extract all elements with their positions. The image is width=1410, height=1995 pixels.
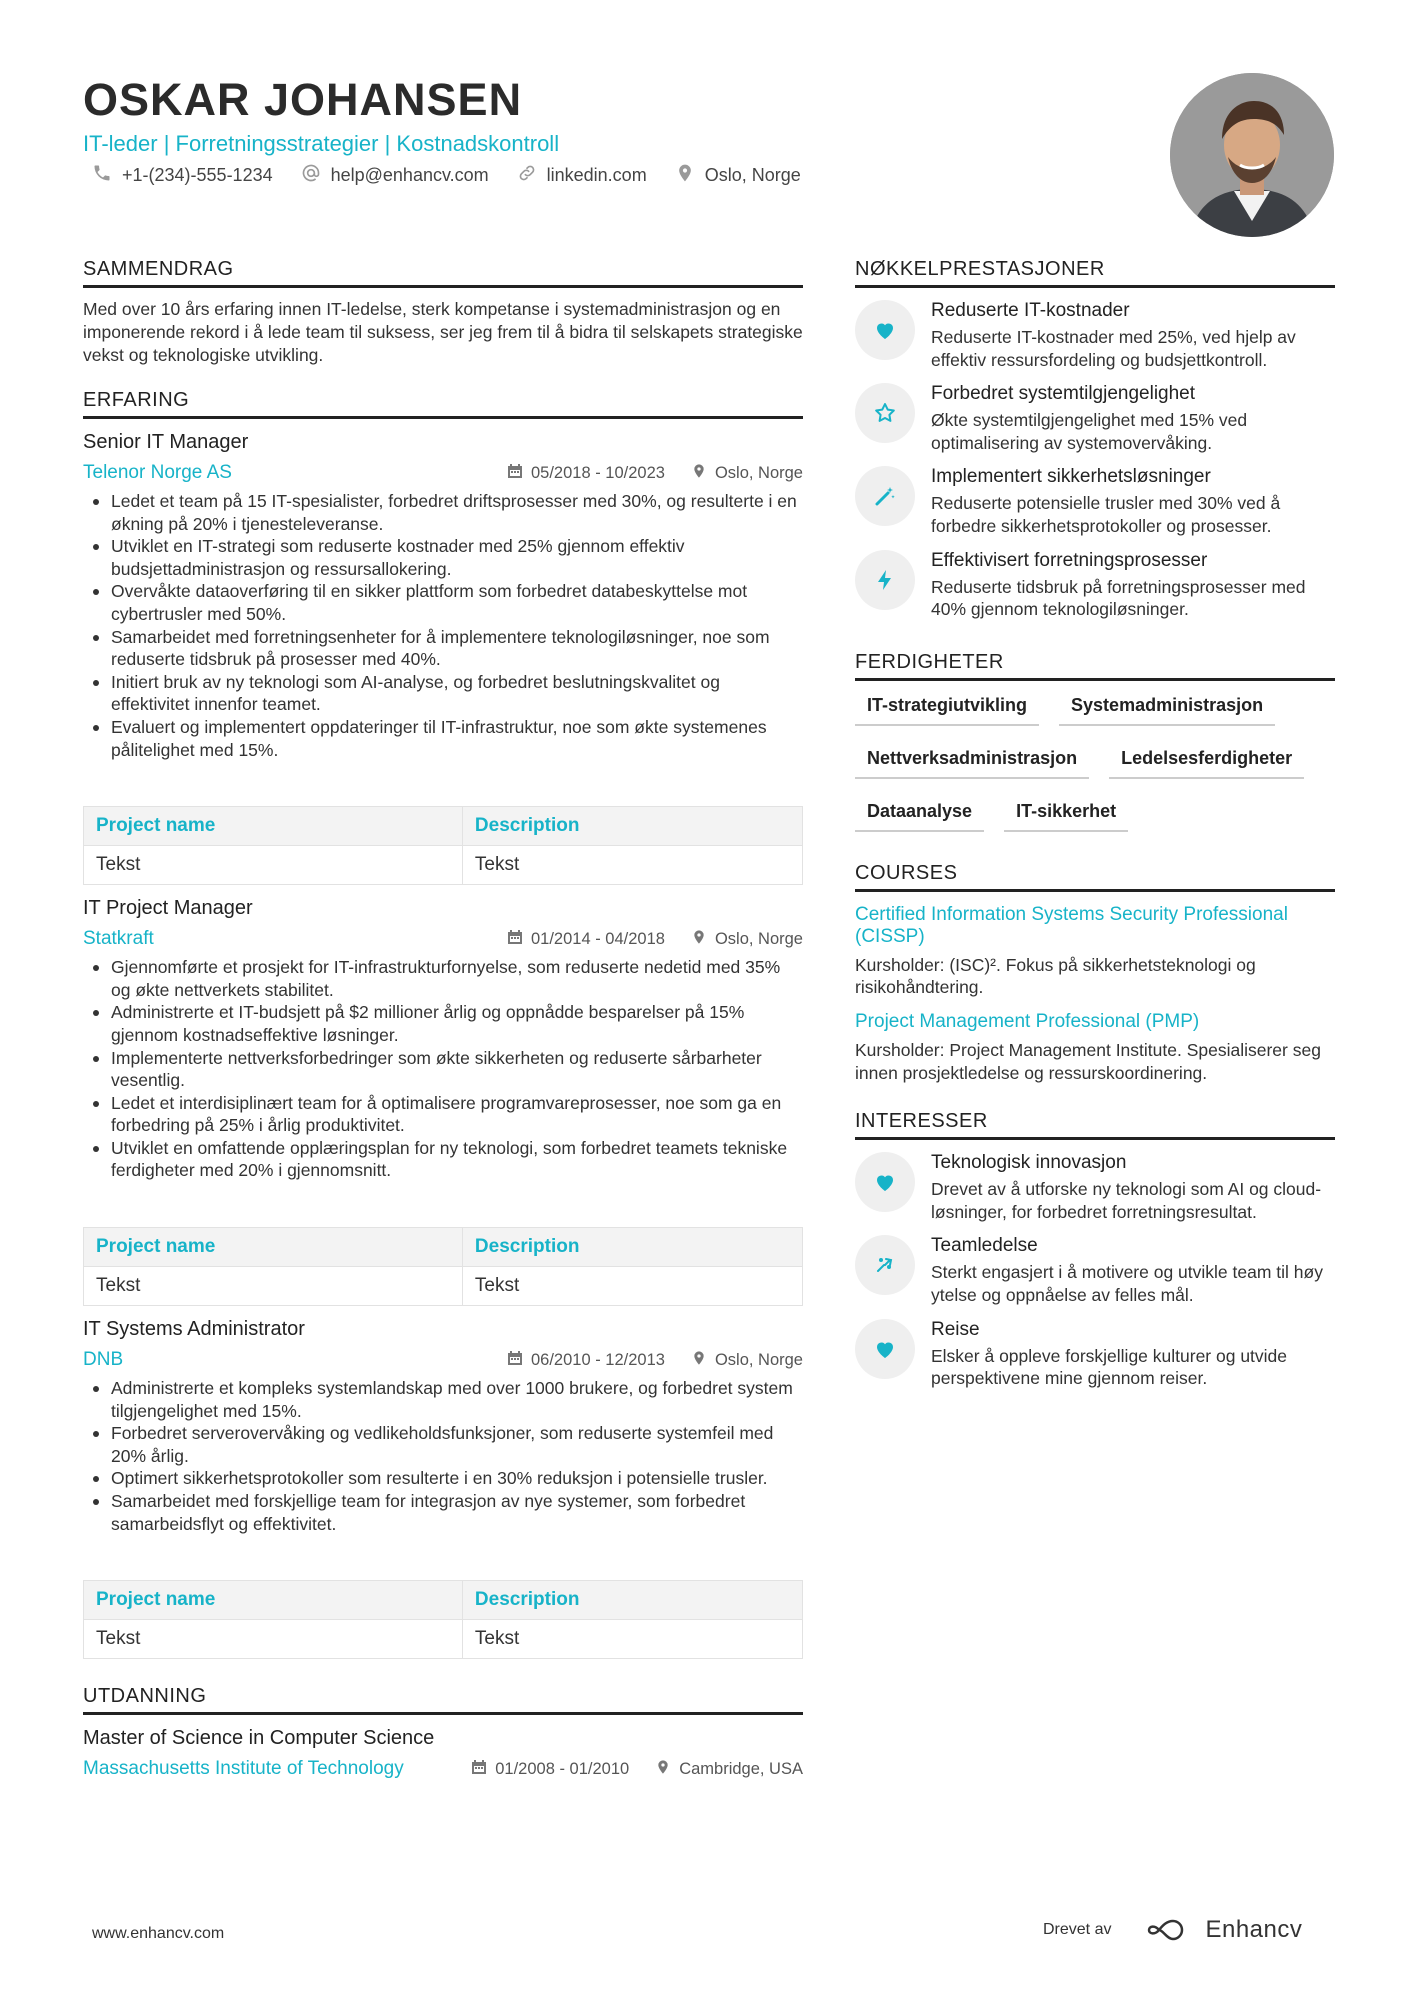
company-name: Telenor Norge AS bbox=[83, 462, 232, 483]
bullet-item: Samarbeidet med forretningsenheter for å implementere teknologiløsninger, noe som reduserte tidsbruk på prosesser med 40%. bbox=[83, 626, 803, 671]
location-icon bbox=[675, 163, 695, 188]
achievements-heading: NØKKELPRESTASJONER bbox=[855, 258, 1335, 288]
job-meta bbox=[83, 462, 803, 484]
linkedin-text: linkedin.com bbox=[546, 165, 647, 185]
company-name: Statkraft bbox=[83, 928, 154, 950]
contact-location bbox=[675, 163, 801, 188]
bullet-item: Forbedret serverovervåking og vedlikeholdsfunksjoner, som reduserte systemfeil med 20% årlig. bbox=[83, 1422, 803, 1467]
interest-item: Teamledelse Sterkt engasjert i å motivere og utvikle team til høy ytelse og oppnåelse av felles mål. bbox=[855, 1235, 1335, 1306]
achievement-item: Reduserte IT-kostnader Reduserte IT-kostnader med 25%, ved hjelp av effektiv ressursfordeling og budsjettkontroll. bbox=[855, 300, 1335, 371]
job-meta bbox=[83, 928, 803, 950]
achievement-item: Implementert sikkerhetsløsninger Reduserte potensielle trusler med 30% ved å forbedre sikkerhetsprotokoller og prosesser. bbox=[855, 466, 1335, 537]
calendar-icon bbox=[471, 1759, 487, 1780]
candidate-name: OSKAR JOHANSEN bbox=[83, 74, 523, 125]
calendar-icon bbox=[507, 1350, 523, 1371]
school-name: Massachusetts Institute of Technology bbox=[83, 1758, 404, 1780]
job-bullets bbox=[83, 956, 803, 1182]
course-item bbox=[855, 904, 1335, 999]
skill-tag: IT-strategiutvikling bbox=[855, 695, 1039, 726]
course-desc: Kursholder: (ISC)². Fokus på sikkerhetsteknologi og risikohåndtering. bbox=[855, 954, 1256, 998]
calendar-icon bbox=[507, 463, 523, 484]
table-header-project: Project name bbox=[84, 807, 463, 846]
bullet-item: Administrerte et kompleks systemlandskap med over 1000 brukere, og forbedret system tilgjengelighet med 15%. bbox=[83, 1377, 803, 1422]
heart-icon bbox=[855, 300, 915, 360]
left-column bbox=[83, 258, 803, 1780]
table-row: Tekst Tekst bbox=[84, 846, 803, 885]
table-row: Tekst Tekst bbox=[84, 1267, 803, 1306]
achievement-item: Forbedret systemtilgjengelighet Økte systemtilgjengelighet med 15% ved optimalisering av systemovervåking. bbox=[855, 383, 1335, 454]
course-item bbox=[855, 1011, 1335, 1084]
course-title: Certified Information Systems Security Professional (CISSP) bbox=[855, 903, 1288, 947]
table-header-description: Description bbox=[462, 1581, 802, 1620]
at-icon bbox=[301, 163, 321, 188]
email-text: help@enhancv.com bbox=[330, 165, 489, 185]
interests-heading: INTERESSER bbox=[855, 1110, 1335, 1140]
interest-item: Teknologisk innovasjon Drevet av å utforske ny teknologi som AI og cloud-løsninger, for forbedret forretningsresultat. bbox=[855, 1152, 1335, 1223]
skill-tag: Nettverksadministrasjon bbox=[855, 748, 1089, 779]
skill-tag: Systemadministrasjon bbox=[1059, 695, 1275, 726]
job-location: Oslo, Norge bbox=[714, 929, 803, 948]
project-table bbox=[83, 1580, 803, 1659]
location-icon bbox=[691, 1350, 707, 1371]
bullet-item: Ledet et team på 15 IT-spesialister, forbedret driftsprosesser med 30%, og resulterte i en økning på 20% i tjenesteleveranse. bbox=[83, 490, 803, 535]
table-header-project: Project name bbox=[84, 1228, 463, 1267]
course-desc: Kursholder: Project Management Institute. Spesialiserer seg innen prosjektledelse og ressurskoordinering. bbox=[855, 1039, 1321, 1083]
job-title: Senior IT Manager bbox=[83, 431, 249, 453]
bolt-icon bbox=[855, 550, 915, 610]
table-header-project: Project name bbox=[84, 1581, 463, 1620]
interest-item: Reise Elsker å oppleve forskjellige kulturer og utvide perspektivene mine gjennom reiser. bbox=[855, 1319, 1335, 1390]
infinity-icon bbox=[1147, 1918, 1195, 1942]
wand-icon bbox=[855, 466, 915, 526]
job-dates: 05/2018 - 10/2023 bbox=[531, 463, 665, 482]
contact-list bbox=[92, 163, 801, 188]
courses-heading: COURSES bbox=[855, 862, 1335, 892]
job-entry bbox=[83, 431, 803, 885]
job-title: IT Systems Administrator bbox=[83, 1318, 305, 1341]
link-icon bbox=[517, 163, 537, 188]
project-table bbox=[83, 1227, 803, 1306]
job-dates: 01/2014 - 04/2018 bbox=[531, 929, 665, 948]
phone-text: +1-(234)-555-1234 bbox=[122, 165, 273, 185]
job-entry bbox=[83, 1318, 803, 1659]
job-dates: 06/2010 - 12/2013 bbox=[531, 1350, 665, 1369]
job-entry bbox=[83, 897, 803, 1306]
skills-heading: FERDIGHETER bbox=[855, 651, 1335, 681]
calendar-icon bbox=[507, 929, 523, 950]
enhancv-logo[interactable]: Enhancv bbox=[1147, 1916, 1302, 1944]
star-icon bbox=[855, 383, 915, 443]
degree-title: Master of Science in Computer Science bbox=[83, 1727, 435, 1750]
job-bullets bbox=[83, 490, 803, 761]
profile-photo bbox=[1170, 73, 1334, 237]
people-icon bbox=[855, 1235, 915, 1295]
job-bullets bbox=[83, 1377, 803, 1535]
bullet-item: Evaluert og implementert oppdateringer til IT-infrastruktur, noe som økte systemenes pålitelighet med 15%. bbox=[83, 716, 803, 761]
achievement-item: Effektivisert forretningsprosesser Reduserte tidsbruk på forretningsprosesser med 40% gjennom teknologiløsninger. bbox=[855, 550, 1335, 621]
table-row: Tekst Tekst bbox=[84, 1620, 803, 1659]
education-entry bbox=[83, 1727, 803, 1780]
education-heading: UTDANNING bbox=[83, 1685, 803, 1715]
bullet-item: Initiert bruk av ny teknologi som AI-analyse, og forbedret beslutningskvalitet og effektivitet innenfor teamet. bbox=[83, 671, 803, 716]
summary-text: Med over 10 års erfaring innen IT-ledelse, sterk kompetanse i systemadministrasjon og en imponerende rekord i å lede team til suksess, ser jeg frem til å bidra til selskapets strategiske vekst og teknologiske utvikling. bbox=[83, 299, 803, 365]
bullet-item: Samarbeidet med forskjellige team for integrasjon av nye systemer, som forbedret samarbeidsflyt og effektivitet. bbox=[83, 1490, 803, 1535]
contact-phone bbox=[92, 163, 273, 188]
bullet-item: Implementerte nettverksforbedringer som økte sikkerheten og reduserte sårbarheter vesentlig. bbox=[83, 1047, 803, 1092]
education-location: Cambridge, USA bbox=[679, 1759, 803, 1778]
bullet-item: Overvåkte dataoverføring til en sikker plattform som forbedret databeskyttelse mot cybertrusler med 50%. bbox=[83, 580, 803, 625]
job-title: IT Project Manager bbox=[83, 897, 253, 920]
bullet-item: Administrerte et IT-budsjett på $2 millioner årlig og oppnådde besparelser på 15% gjennom kostnadseffektive løsninger. bbox=[83, 1001, 803, 1046]
bullet-item: Utviklet en IT-strategi som reduserte kostnader med 25% gjennom effektiv budsjettadministrasjon og ressursallokering. bbox=[83, 535, 803, 580]
location-text: Oslo, Norge bbox=[704, 165, 801, 185]
candidate-subtitle: IT-leder | Forretningsstrategier | Kostnadskontroll bbox=[83, 131, 560, 156]
project-table bbox=[83, 806, 803, 885]
bullet-item: Gjennomførte et prosjekt for IT-infrastrukturfornyelse, som reduserte nedetid med 35% og økte nettverkets stabilitet. bbox=[83, 956, 803, 1001]
skill-tag: IT-sikkerhet bbox=[1004, 801, 1128, 832]
job-location: Oslo, Norge bbox=[714, 1350, 803, 1369]
phone-icon bbox=[92, 163, 112, 188]
powered-by-text: Drevet av bbox=[1043, 1921, 1112, 1938]
footer-website[interactable]: www.enhancv.com bbox=[92, 1925, 225, 1942]
job-location: Oslo, Norge bbox=[714, 463, 803, 482]
location-icon bbox=[691, 463, 707, 484]
course-title: Project Management Professional (PMP) bbox=[855, 1010, 1200, 1032]
experience-heading: ERFARING bbox=[83, 389, 803, 419]
skills-list bbox=[855, 695, 1335, 832]
footer-branding bbox=[1043, 1916, 1302, 1944]
bullet-item: Ledet et interdisiplinært team for å optimalisere programvareprosesser, noe som ga en forbedring på 25% i årlig produktivitet. bbox=[83, 1092, 803, 1137]
contact-email[interactable] bbox=[301, 163, 489, 188]
job-meta bbox=[83, 1349, 803, 1371]
skill-tag: Ledelsesferdigheter bbox=[1109, 748, 1304, 779]
contact-linkedin[interactable] bbox=[517, 163, 647, 188]
skill-tag: Dataanalyse bbox=[855, 801, 984, 832]
location-icon bbox=[655, 1759, 671, 1780]
location-icon bbox=[691, 929, 707, 950]
table-header-description: Description bbox=[462, 807, 802, 846]
table-header-description: Description bbox=[462, 1228, 802, 1267]
bullet-item: Optimert sikkerhetsprotokoller som resulterte i en 30% reduksjon i potensielle trusler. bbox=[83, 1467, 803, 1490]
summary-heading: SAMMENDRAG bbox=[83, 258, 803, 288]
company-name: DNB bbox=[83, 1349, 124, 1371]
heart-icon bbox=[855, 1152, 915, 1212]
bullet-item: Utviklet en omfattende opplæringsplan for ny teknologi, som forbedret teamets tekniske ferdigheter med 20% i gjennomsnitt. bbox=[83, 1137, 803, 1182]
right-column bbox=[855, 258, 1335, 1390]
heart-icon bbox=[855, 1319, 915, 1379]
education-dates: 01/2008 - 01/2010 bbox=[495, 1759, 630, 1778]
